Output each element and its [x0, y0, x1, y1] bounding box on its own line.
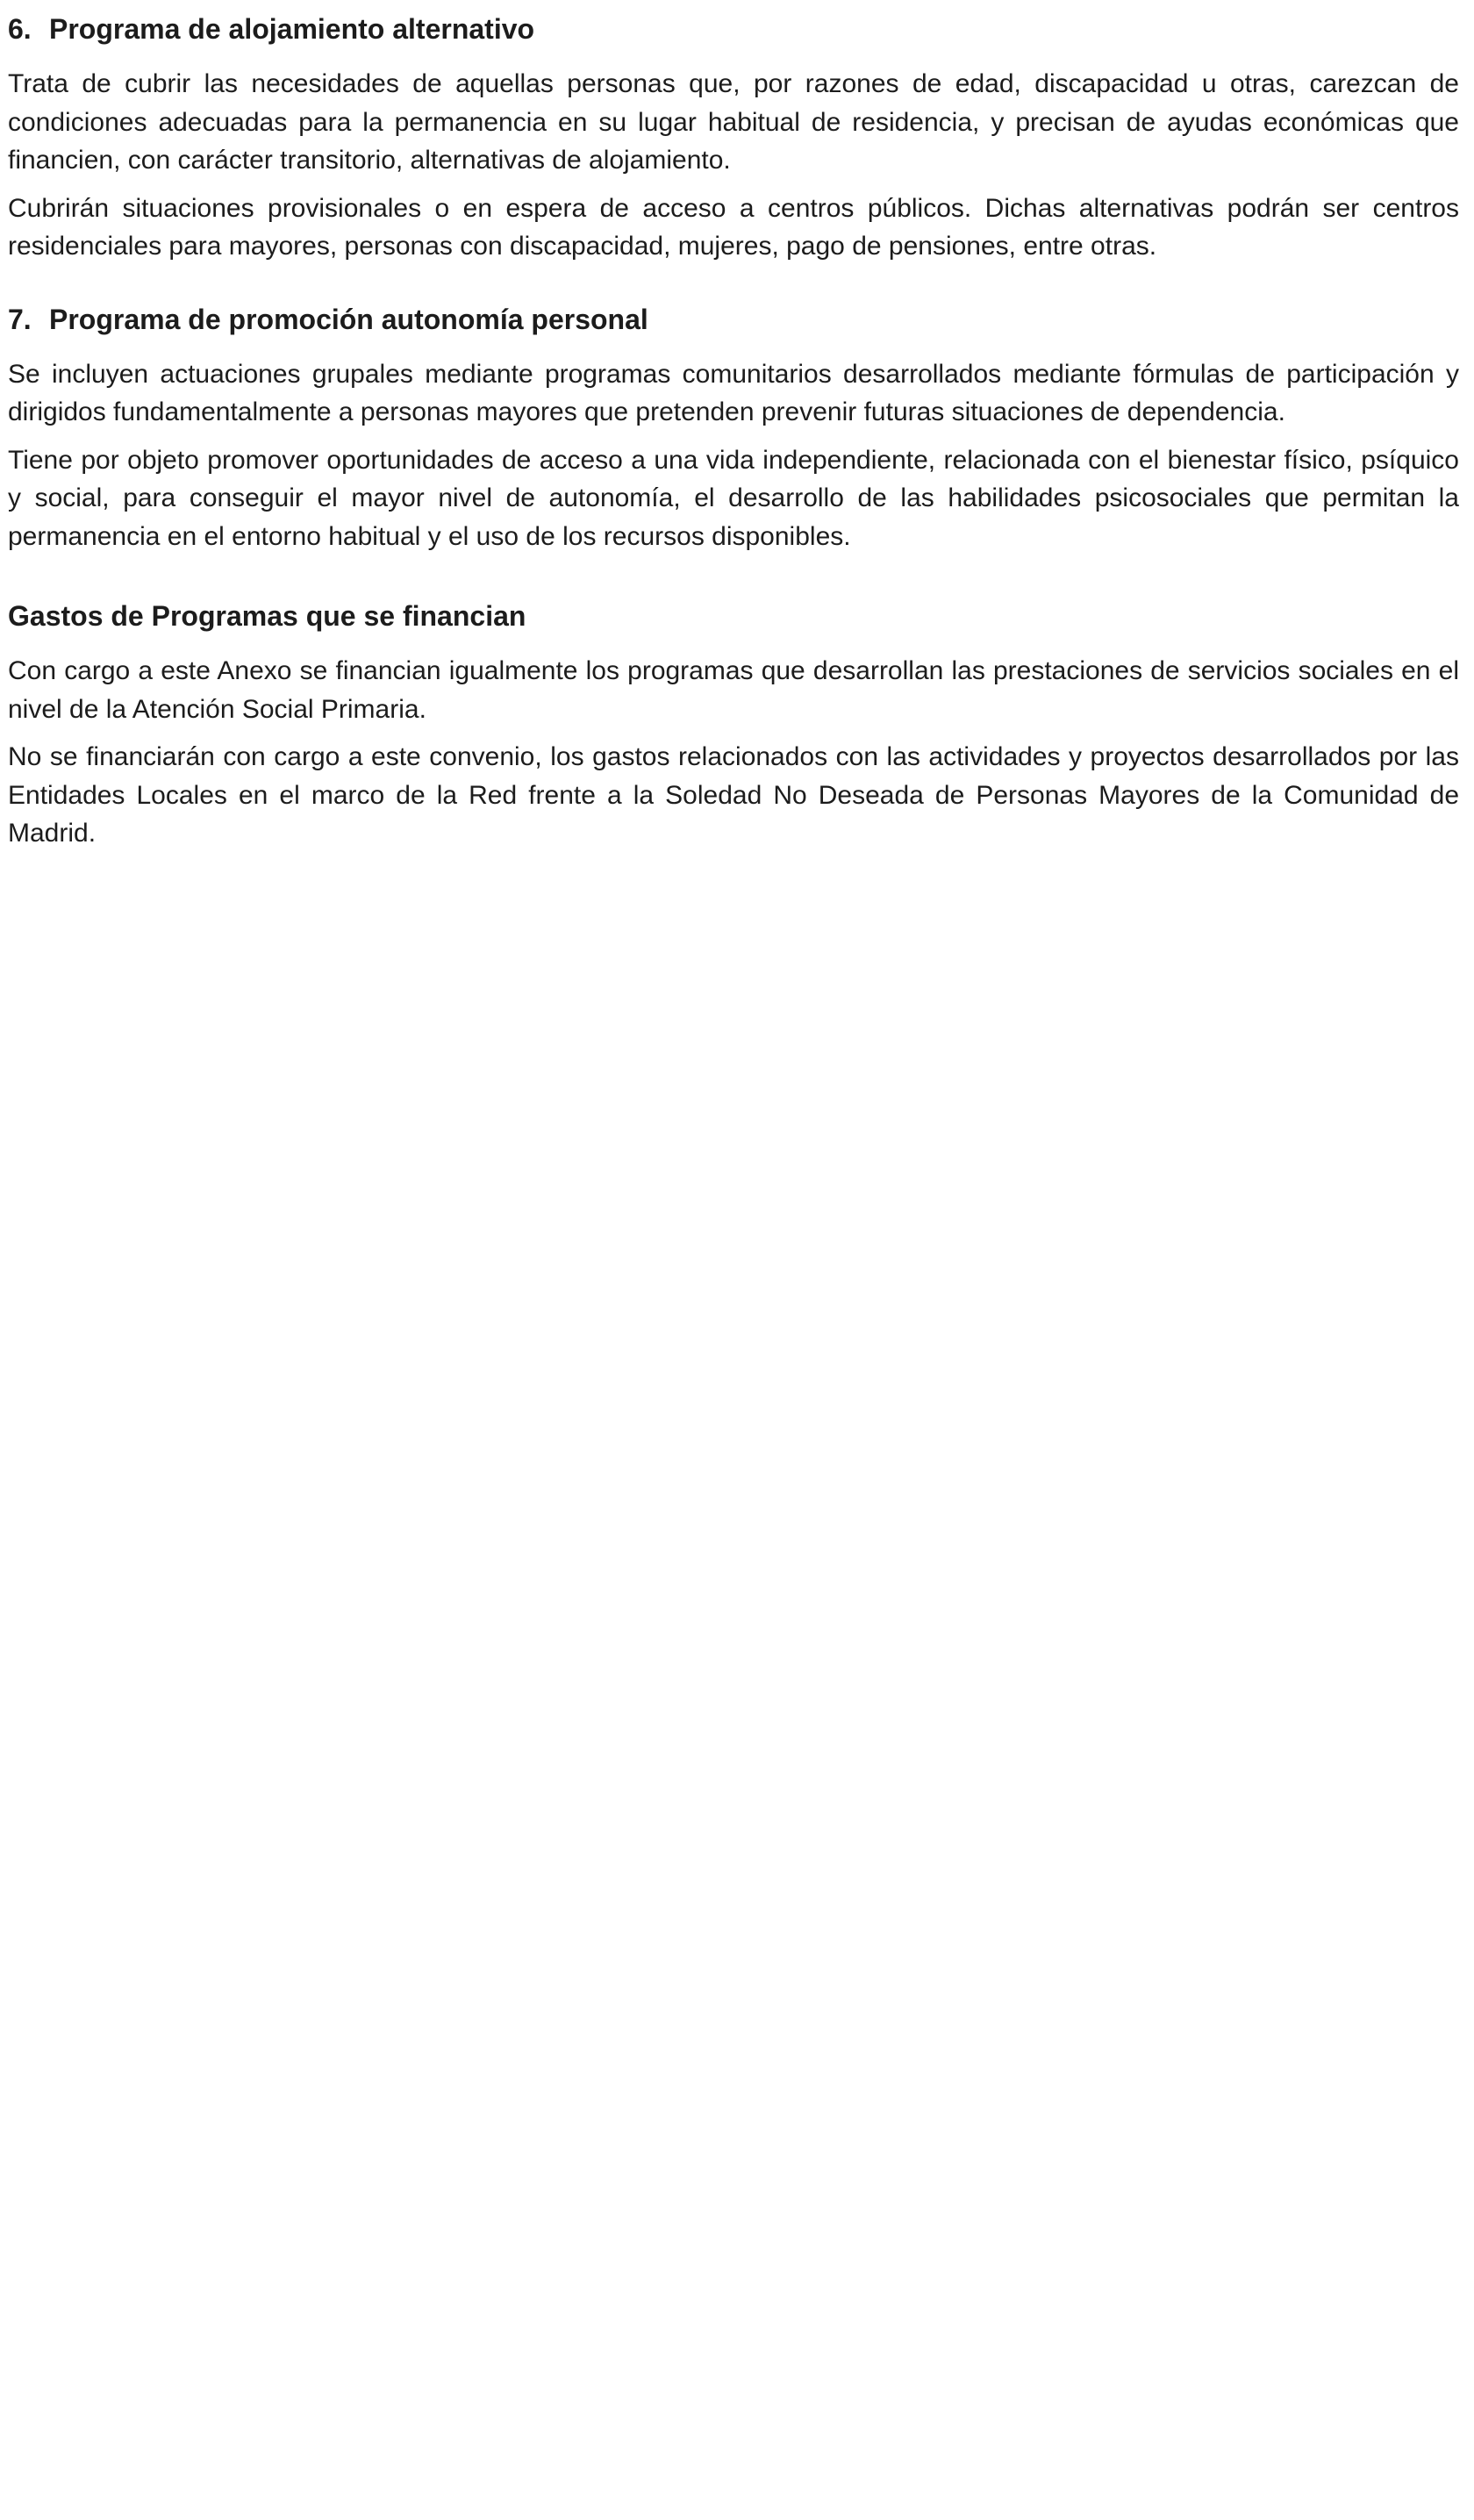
section-6-paragraph-2: Cubrirán situaciones provisionales o en espera de acceso a centros públicos. Dichas alternativas podrán ser centros residenciales para mayores, personas con discapacidad, mujeres, pago de pensiones, entre otras. [8, 193, 1459, 261]
section-6-paragraph-1: Trata de cubrir las necesidades de aquellas personas que, por razones de edad, discapacidad u otras, carezcan de condiciones adecuadas para la permanencia en su lugar habitual de residencia, y precisan de ayudas económicas que financien, con carácter transitorio, alternativas de alojamiento. [8, 69, 1459, 175]
section-6-title: Programa de alojamiento alternativo [49, 13, 535, 45]
gastos-paragraph-1: Con cargo a este Anexo se financian igualmente los programas que desarrollan las prestaciones de servicios sociales en el nivel de la Atención Social Primaria. [8, 656, 1459, 724]
section-7-paragraph-2: Tiene por objeto promover oportunidades de acceso a una vida independiente, relacionada con el bienestar físico, psíquico y social, para conseguir el mayor nivel de autonomía, el desarrollo de las habilidades psicosociales que permitan la permanencia en el entorno habitual y el uso de los recursos disponibles. [8, 445, 1459, 551]
section-6-heading [8, 11, 1459, 47]
gastos-section-heading: Gastos de Programas que se financian [8, 600, 526, 632]
section-7-paragraph-1: Se incluyen actuaciones grupales mediante programas comunitarios desarrollados mediante fórmulas de participación y dirigidos fundamentalmente a personas mayores que pretenden prevenir futuras situaciones de dependencia. [8, 359, 1459, 426]
section-7-heading [8, 301, 1459, 338]
section-7-number: 7. [8, 303, 32, 335]
section-7-title: Programa de promoción autonomía personal [49, 303, 648, 335]
section-6-number: 6. [8, 13, 32, 45]
gastos-paragraph-2: No se financiarán con cargo a este convenio, los gastos relacionados con las actividades y proyectos desarrollados por las Entidades Locales en el marco de la Red frente a la Soledad No Deseada de Personas Mayores de la Comunidad de Madrid. [8, 742, 1459, 848]
